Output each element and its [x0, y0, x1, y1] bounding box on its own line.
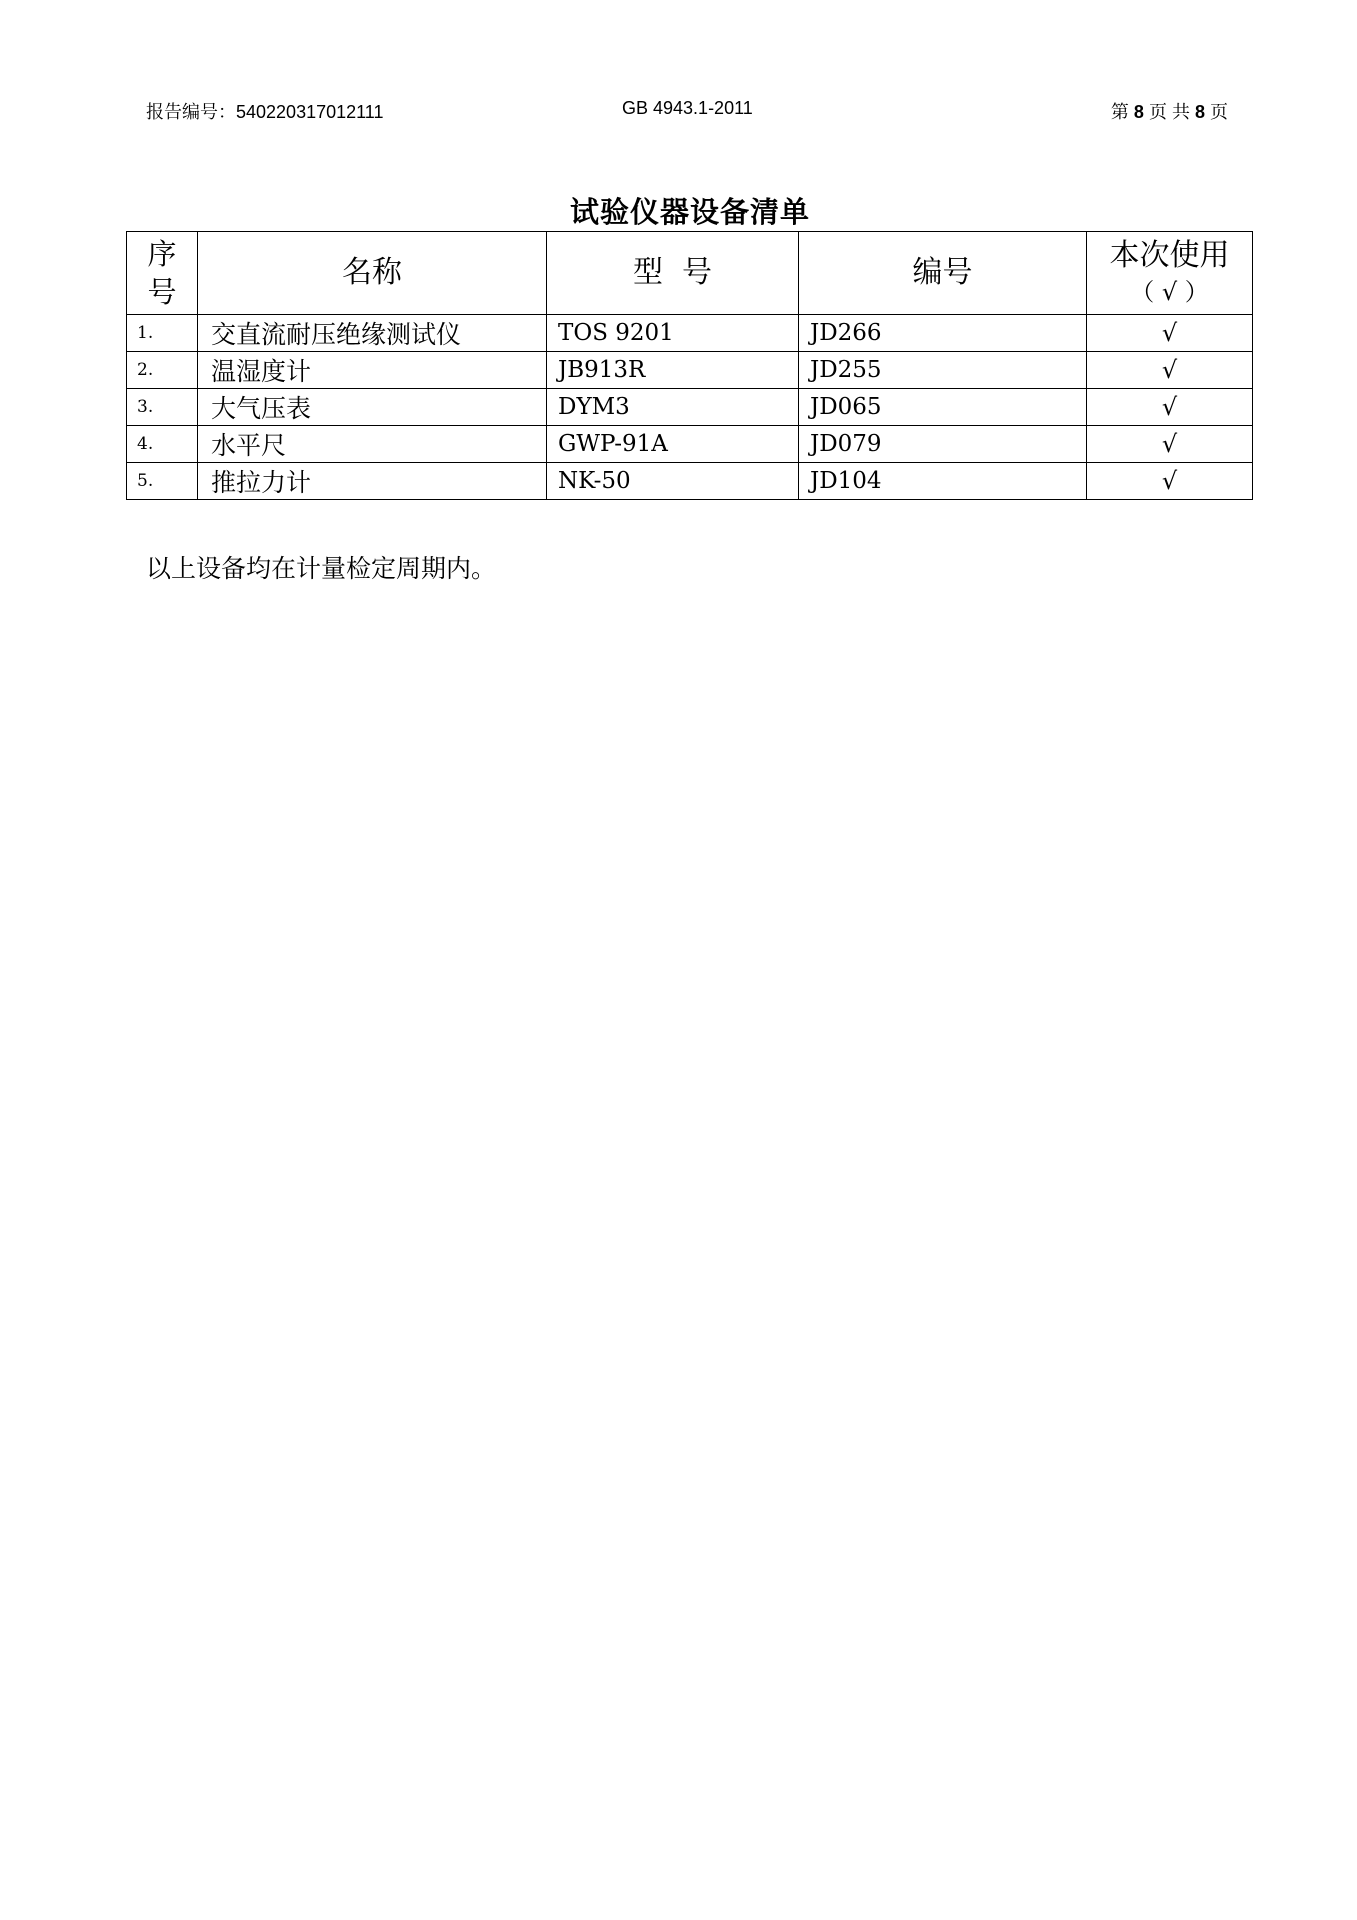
- row-code: JD065: [799, 389, 1087, 426]
- row-seq: 2.: [127, 352, 198, 389]
- table-row: [127, 352, 1253, 389]
- row-code: JD266: [799, 315, 1087, 352]
- row-code: JD255: [799, 352, 1087, 389]
- page-current: 8: [1133, 102, 1144, 122]
- row-seq: 3.: [127, 389, 198, 426]
- header-seq-line2: 号: [147, 275, 177, 309]
- check-mark: √: [1087, 389, 1253, 426]
- header-code: 编号: [799, 232, 1087, 315]
- row-code: JD104: [799, 463, 1087, 500]
- row-name: 推拉力计: [198, 463, 547, 500]
- table-row: [127, 463, 1253, 500]
- standard-code: GB 4943.1-2011: [622, 98, 753, 118]
- header-model-label: 型 号: [632, 255, 713, 290]
- row-model: DYM3: [547, 389, 799, 426]
- check-mark: √: [1087, 352, 1253, 389]
- page-indicator: [1111, 98, 1228, 124]
- row-name: 水平尺: [198, 426, 547, 463]
- row-name: 交直流耐压绝缘测试仪: [198, 315, 547, 352]
- row-seq: 4.: [127, 426, 198, 463]
- report-number-label: 报告编号：: [146, 102, 236, 122]
- header-name: 名称: [198, 232, 547, 315]
- row-name: 大气压表: [198, 389, 547, 426]
- header-use-line2: （ √ ）: [1130, 278, 1209, 306]
- row-code: JD079: [799, 426, 1087, 463]
- row-model: JB913R: [547, 352, 799, 389]
- document-title: 试验仪器设备清单: [569, 195, 810, 229]
- report-number-value: 540220317012111: [236, 102, 384, 122]
- row-model: GWP-91A: [547, 426, 799, 463]
- header-use-line1: 本次使用: [1109, 238, 1230, 273]
- table-header-row: [127, 232, 1253, 315]
- row-seq: 5.: [127, 463, 198, 500]
- header-seq-line1: 序: [147, 237, 177, 271]
- header-seq: [127, 232, 198, 315]
- header-model: [547, 232, 799, 315]
- row-seq: 1.: [127, 315, 198, 352]
- page-mid: 页 共: [1148, 102, 1190, 122]
- table-row: [127, 389, 1253, 426]
- equipment-table: [126, 231, 1253, 500]
- page-header: [146, 98, 1228, 126]
- report-number: [146, 98, 384, 124]
- check-mark: √: [1087, 463, 1253, 500]
- calibration-note: 以上设备均在计量检定周期内。: [146, 554, 497, 583]
- check-mark: √: [1087, 315, 1253, 352]
- table-row: [127, 315, 1253, 352]
- page-suffix: 页: [1210, 102, 1228, 122]
- row-name: 温湿度计: [198, 352, 547, 389]
- page-total: 8: [1194, 102, 1205, 122]
- header-use: [1087, 232, 1253, 315]
- check-mark: √: [1087, 426, 1253, 463]
- row-model: NK-50: [547, 463, 799, 500]
- row-model: TOS 9201: [547, 315, 799, 352]
- table-row: [127, 426, 1253, 463]
- page-prefix: 第: [1110, 102, 1129, 122]
